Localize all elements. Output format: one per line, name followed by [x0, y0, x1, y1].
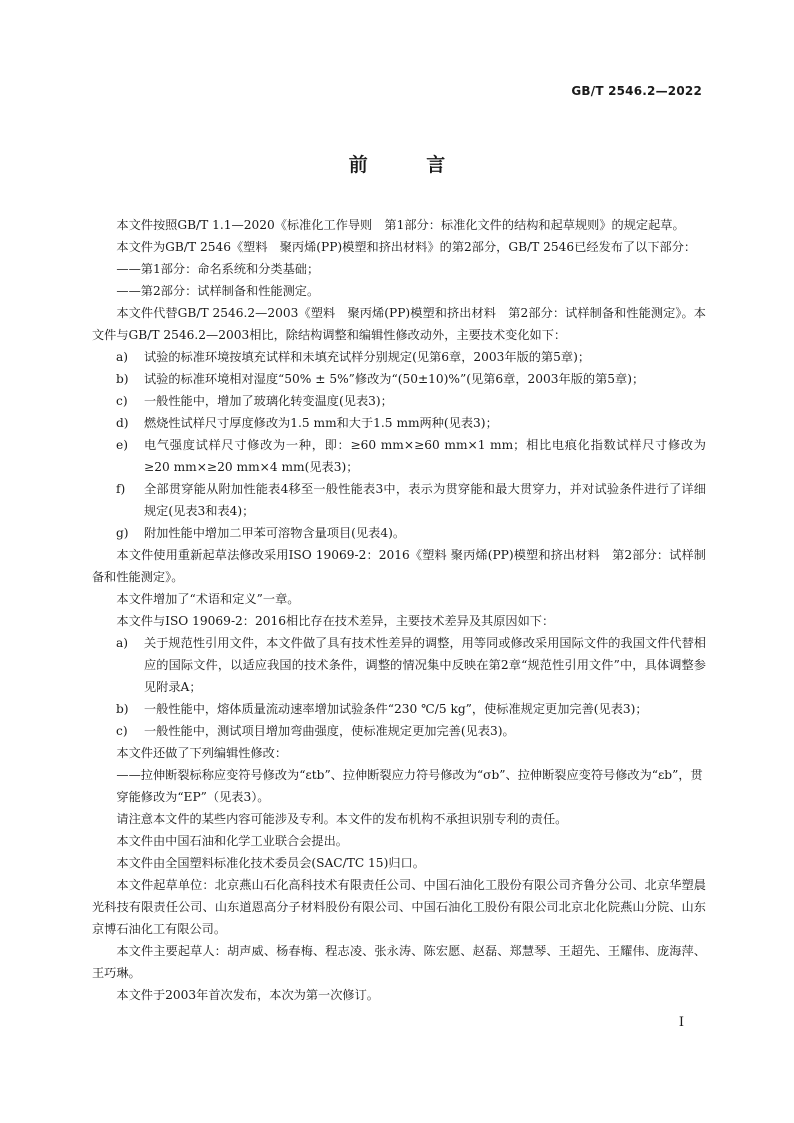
dash-item-part1: ——第1部分：命名系统和分类基础；	[116, 262, 320, 276]
technical-changes-list	[92, 346, 706, 544]
paragraph-proposer: 本文件由中国石油和化学工业联合会提出。	[116, 834, 348, 848]
paragraph-iso-adoption: 本文件使用重新起草法修改采用ISO 19069-2：2016《塑料 聚丙烯(PP)模塑和挤出材料 第2部分：试样制备和性能测定》。	[92, 548, 706, 584]
list-item-text: 试验的标准环境相对湿度“50% ± 5%”修改为“(50±10)%”(见第6章，2003年版的第5章)；	[144, 372, 645, 386]
paragraph-drafters: 本文件主要起草人：胡声威、杨春梅、程志凌、张永涛、陈宏愿、赵磊、郑慧琴、王超先、王耀伟、庞海萍、王巧琳。	[92, 944, 706, 980]
list-item	[92, 390, 706, 412]
dash-item-symbols: ——拉伸断裂标称应变符号修改为“εtb”、拉伸断裂应力符号修改为“σb”、拉伸断裂应变符号修改为“εb”，贯穿能修改为“EP”（见表3）。	[116, 768, 703, 804]
standard-number: GB/T 2546.2—2022	[571, 84, 702, 98]
list-item-text: 电气强度试样尺寸修改为一种，即：≥60 mm×≥60 mm×1 mm；相比电痕化指数试样尺寸修改为≥20 mm×≥20 mm×4 mm(见表3)；	[144, 438, 706, 474]
page-title: 前 言	[348, 154, 472, 176]
paragraph-committee: 本文件由全国塑料标准化技术委员会(SAC/TC 15)归口。	[116, 856, 425, 870]
list-item-label: d)	[116, 416, 129, 430]
list-item-text: 关于规范性引用文件，本文件做了具有技术性差异的调整，用等同或修改采用国际文件的我国文件代替相应的国际文件，以适应我国的技术条件，调整的情况集中反映在第2章“规范性引用文件”中，具体调整参见附录A；	[144, 636, 706, 694]
list-item-label: a)	[116, 350, 129, 364]
list-item-text: 一般性能中，测试项目增加弯曲强度，使标准规定更加完善(见表3)。	[144, 724, 515, 738]
list-item	[92, 720, 706, 742]
list-item-label: c)	[116, 394, 128, 408]
paragraph-replacement: 本文件代替GB/T 2546.2—2003《塑料 聚丙烯(PP)模塑和挤出材料 第2部分：试样制备和性能测定》。本文件与GB/T 2546.2—2003相比，除结构调整和编辑性修改动外，主要技术变化如下：	[92, 306, 706, 342]
list-item	[92, 346, 706, 368]
paragraph-patent-notice: 请注意本文件的某些内容可能涉及专利。本文件的发布机构不承担识别专利的责任。	[116, 812, 568, 826]
list-item-label: b)	[116, 702, 129, 716]
list-item-label: f)	[116, 482, 126, 496]
list-item-text: 一般性能中，熔体质量流动速率增加试验条件“230 ℃/5 kg”，使标准规定更加完善(见表3)；	[144, 702, 648, 716]
paragraph-drafting-units: 本文件起草单位：北京燕山石化高科技术有限责任公司、中国石油化工股份有限公司齐鲁分公司、北京华塑晨光科技有限责任公司、山东道恩高分子材料股份有限公司、中国石油化工股份有限公司北京北化院燕山分院、山东京博石油化工有限公司。	[92, 878, 706, 936]
paragraph-editorial-changes: 本文件还做了下列编辑性修改：	[116, 746, 288, 760]
paragraph-series-info: 本文件为GB/T 2546《塑料 聚丙烯(PP)模塑和挤出材料》的第2部分，GB/T 2546已经发布了以下部分：	[116, 240, 697, 254]
list-item-label: c)	[116, 724, 128, 738]
technical-differences-list	[92, 632, 706, 742]
list-item-label: b)	[116, 372, 129, 386]
list-item	[92, 632, 706, 698]
list-item	[92, 698, 706, 720]
list-item-text: 燃烧性试样尺寸厚度修改为1.5 mm和大于1.5 mm两种(见表3)；	[144, 416, 498, 430]
dash-item-part2: ——第2部分：试样制备和性能测定。	[116, 284, 320, 298]
list-item	[92, 478, 706, 522]
list-item-text: 全部贯穿能从附加性能表4移至一般性能表3中，表示为贯穿能和最大贯穿力，并对试验条件进行了详细规定(见表3和表4)；	[144, 482, 706, 518]
paragraph-terms-chapter: 本文件增加了“术语和定义”一章。	[116, 592, 300, 606]
list-item-text: 附加性能中增加二甲苯可溶物含量项目(见表4)。	[144, 526, 406, 540]
list-item	[92, 434, 706, 478]
list-item	[92, 368, 706, 390]
list-item	[92, 522, 706, 544]
page-number: I	[678, 1015, 684, 1030]
foreword-body	[92, 214, 706, 1006]
paragraph-history: 本文件于2003年首次发布，本次为第一次修订。	[116, 988, 379, 1002]
list-item	[92, 412, 706, 434]
list-item-text: 一般性能中，增加了玻璃化转变温度(见表3)；	[144, 394, 393, 408]
paragraph-drafting-rules: 本文件按照GB/T 1.1—2020《标准化工作导则 第1部分：标准化文件的结构和起草规则》的规定起草。	[116, 218, 685, 232]
list-item-label: g)	[116, 526, 129, 540]
paragraph-iso-differences: 本文件与ISO 19069-2：2016相比存在技术差异，主要技术差异及其原因如下：	[116, 614, 555, 628]
list-item-label: e)	[116, 438, 128, 452]
list-item-label: a)	[116, 636, 129, 650]
list-item-text: 试验的标准环境按填充试样和未填充试样分别规定(见第6章，2003年版的第5章)；	[144, 350, 591, 364]
